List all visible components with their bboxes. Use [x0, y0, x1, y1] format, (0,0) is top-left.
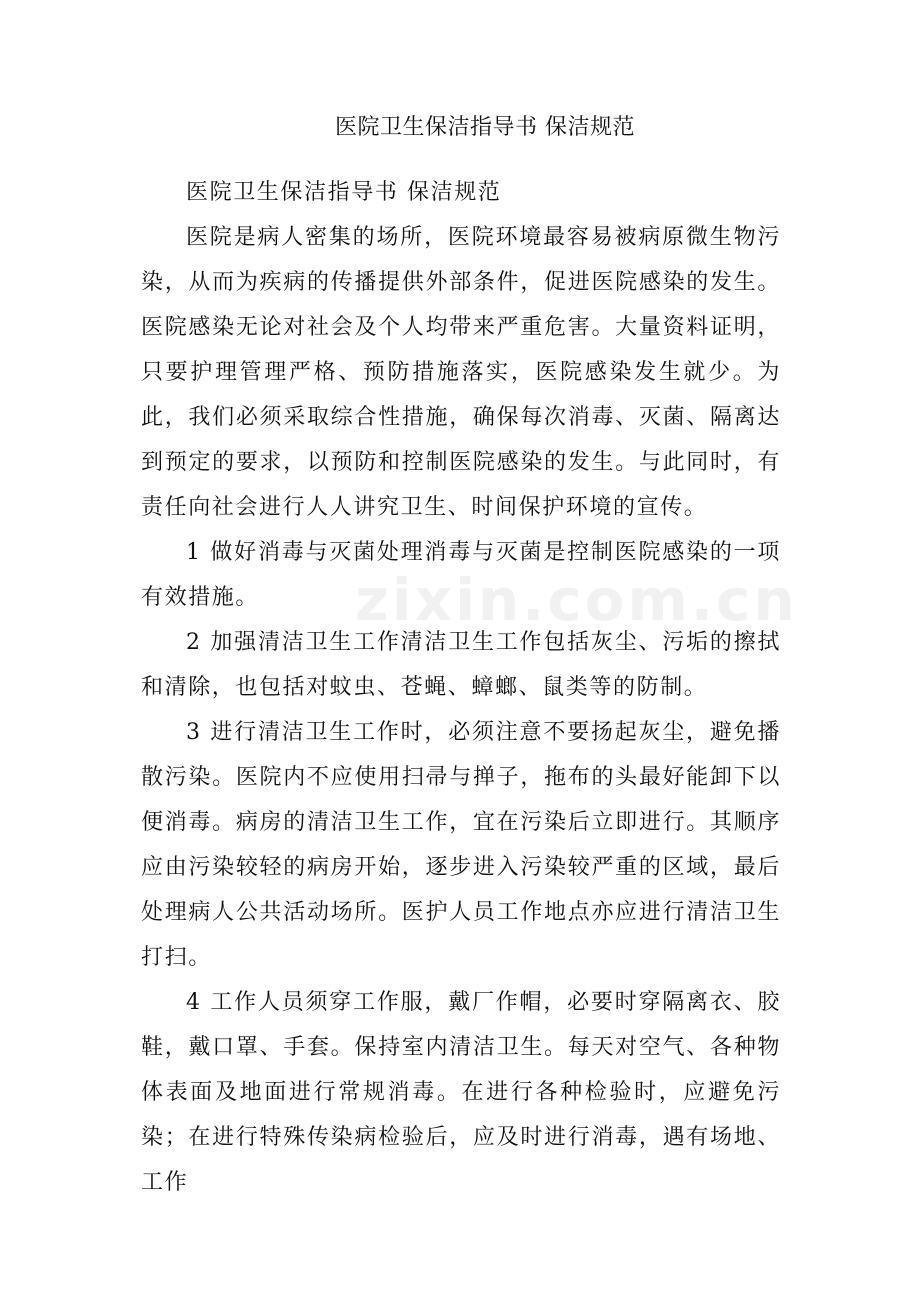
paragraph-intro: 医院是病人密集的场所，医院环境最容易被病原微生物污染，从而为疾病的传播提供外部条件，促进医院感染的发生。医院感染无论对社会及个人均带来严重危害。大量资料证明，只要护理管理严格、预防措施落实，医院感染发生就少。为此，我们必须采取综合性措施，确保每次消毒、灭菌、隔离达到预定的要求，以预防和控制医院感染的发生。与此同时，有责任向社会进行人人讲究卫生、时间保护环境的宣传。: [141, 225, 781, 520]
document-body: [141, 170, 781, 1205]
paragraph-item-4: 4 工作人员须穿工作服，戴厂作帽，必要时穿隔离衣、胶鞋，戴口罩、手套。保持室内清洁卫生。每天对空气、各种物体表面及地面进行常规消毒。在进行各种检验时，应避免污染；在进行特殊传染病检验后，应及时进行消毒，遇有场地、工作: [141, 990, 781, 1195]
watermark-text: zixin.com.cn: [355, 566, 798, 634]
paragraph-item-2: 2 加强清洁卫生工作清洁卫生工作包括灰尘、污垢的擦拭和清除，也包括对蚊虫、苍蝇、蟑螂、鼠类等的防制。: [141, 630, 781, 700]
document-subtitle: 医院卫生保洁指导书 保洁规范: [186, 180, 502, 205]
paragraph-item-1: 1 做好消毒与灭菌处理消毒与灭菌是控制医院感染的一项有效措施。: [141, 540, 781, 610]
paragraph-item-3: 3 进行清洁卫生工作时，必须注意不要扬起灰尘，避免播散污染。医院内不应使用扫帚与掸子，拖布的头最好能卸下以便消毒。病房的清洁卫生工作，宜在污染后立即进行。其顺序应由污染较轻的病房开始，逐步进入污染较严重的区域，最后处理病人公共活动场所。医护人员工作地点亦应进行清洁卫生打扫。: [141, 720, 781, 970]
page-title: 医院卫生保洁指导书 保洁规范: [335, 115, 635, 140]
